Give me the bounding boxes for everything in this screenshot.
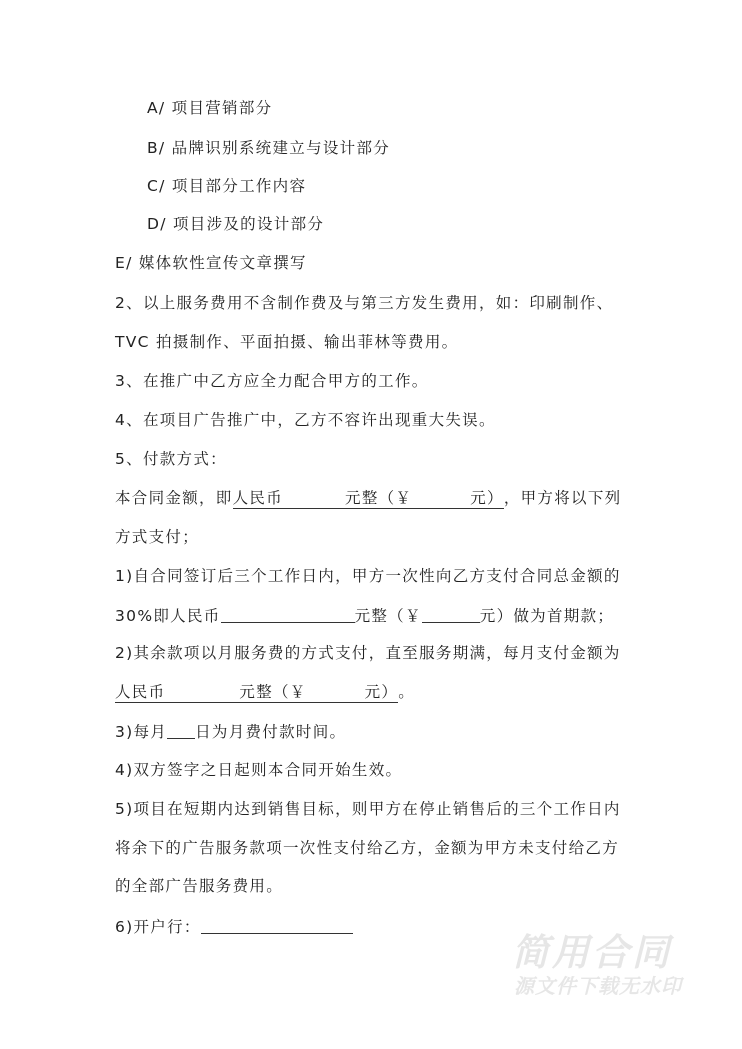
contract-amount-line — [115, 488, 621, 509]
clause-4: 4、在项目广告推广中，乙方不容许出现重大失误。 — [115, 411, 496, 429]
text: ，甲方将以下列 — [503, 489, 622, 507]
payment-5-line-3: 的全部广告服务费用。 — [115, 877, 284, 895]
item-c: C/ 项目部分工作内容 — [147, 177, 307, 195]
yuan-label: 元） — [470, 489, 504, 507]
text: 。 — [398, 683, 416, 701]
text: 3)每月 — [115, 723, 168, 741]
payment-2-line-1: 2)其余款项以月服务费的方式支付，直至服务期满，每月支付金额为 — [115, 644, 621, 662]
payment-6 — [115, 916, 353, 937]
watermark-subtitle: 源文件下载无水印 — [514, 974, 682, 998]
payment-4: 4)双方签字之日起则本合同开始生效。 — [115, 761, 403, 779]
rmb-label: 人民币 — [115, 683, 166, 701]
yuanzheng-label: 元整（￥ — [345, 489, 413, 507]
item-e: E/ 媒体软性宣传文章撰写 — [115, 254, 307, 272]
payment-2-line-2 — [115, 682, 415, 703]
clause-3: 3、在推广中乙方应全力配合甲方的工作。 — [115, 372, 429, 390]
day-blank[interactable] — [167, 721, 195, 739]
yen-amount-blank[interactable] — [422, 605, 480, 623]
clause-2-line-2: TVC 拍摄制作、平面拍摄、输出菲林等费用。 — [115, 333, 459, 351]
watermark-title: 简用合同 — [512, 931, 672, 974]
text: 日为月费付款时间。 — [195, 723, 347, 741]
payment-1-line-2 — [115, 605, 614, 626]
bank-blank[interactable] — [201, 916, 353, 934]
amount-blank[interactable] — [233, 488, 504, 509]
contract-amount-line-2: 方式支付； — [115, 528, 200, 546]
payment-5-line-2: 将余下的广告服务款项一次性支付给乙方，金额为甲方未支付给乙方 — [115, 839, 620, 857]
yuanzheng-label: 元整（￥ — [239, 683, 307, 701]
text: 元整（￥ — [354, 607, 422, 625]
clause-2-line-1: 2、以上服务费用不含制作费及与第三方发生费用，如：印刷制作、 — [115, 294, 614, 312]
text: 6)开户行： — [115, 918, 201, 936]
rmb-amount-blank[interactable] — [221, 605, 355, 623]
item-a: A/ 项目营销部分 — [147, 99, 273, 117]
yuan-label: 元） — [364, 683, 399, 701]
item-d: D/ 项目涉及的设计部分 — [147, 215, 325, 233]
clause-5: 5、付款方式： — [115, 450, 227, 468]
payment-3 — [115, 721, 346, 742]
payment-1-line-1: 1)自合同签订后三个工作日内，甲方一次性向乙方支付合同总金额的 — [115, 567, 621, 585]
text: 30%即人民币 — [115, 607, 221, 625]
text: 元）做为首期款； — [479, 607, 615, 625]
rmb-label: 人民币 — [232, 489, 284, 507]
monthly-amount-blank[interactable] — [115, 682, 398, 703]
text: 本合同金额，即 — [115, 489, 233, 507]
payment-5-line-1: 5)项目在短期内达到销售目标，则甲方在停止销售后的三个工作日内 — [115, 800, 621, 818]
item-b: B/ 品牌识别系统建立与设计部分 — [147, 139, 391, 157]
